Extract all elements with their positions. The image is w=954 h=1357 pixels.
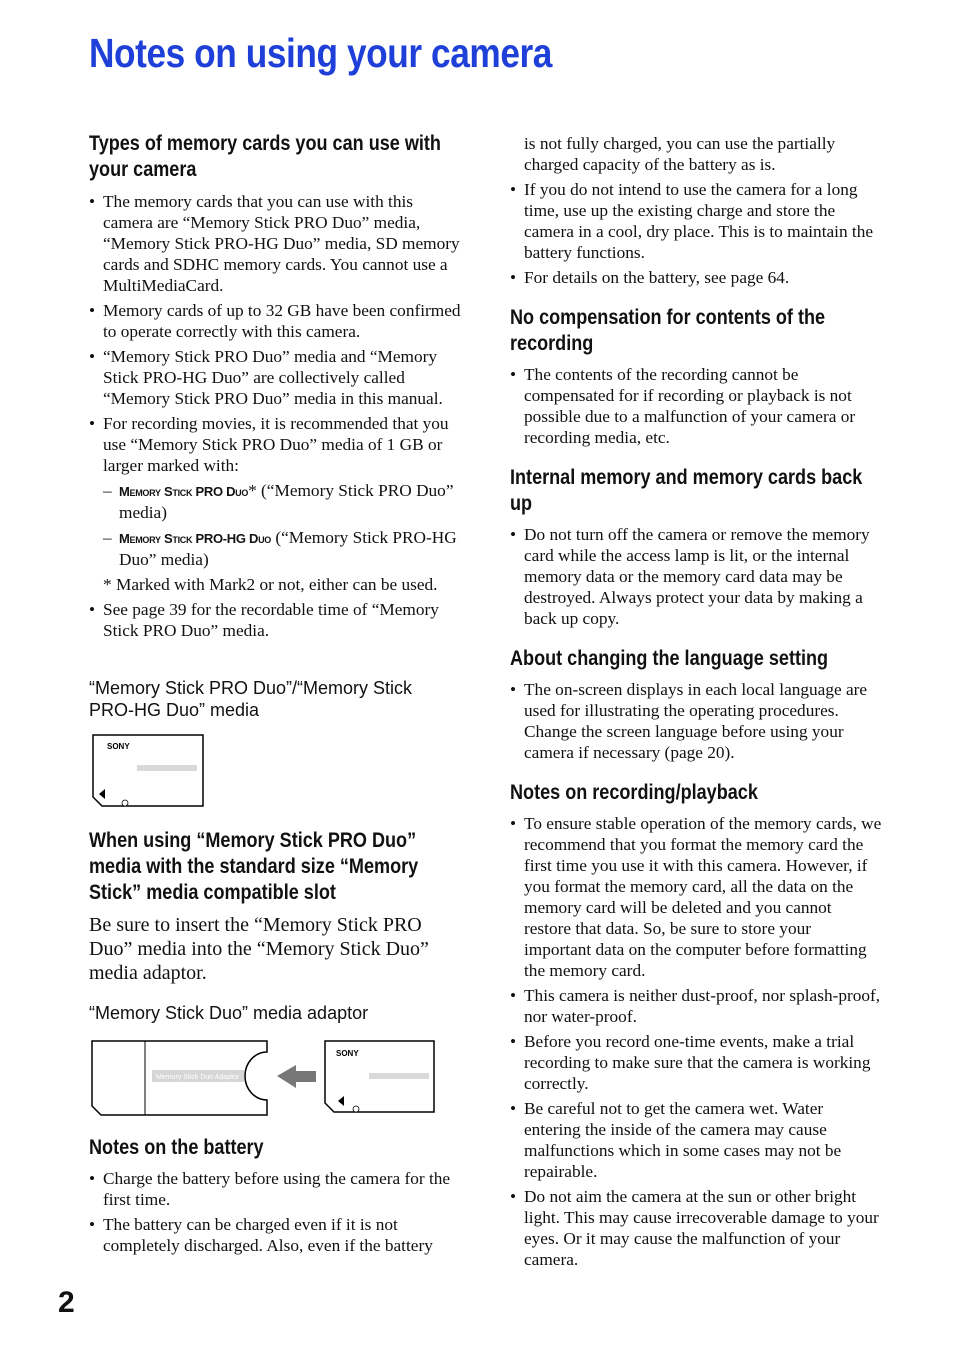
card-brand: SONY — [107, 742, 130, 751]
heading-no-compensation: No compensation for contents of the recording — [510, 306, 826, 355]
list-item: • For details on the battery, see page 64. — [510, 267, 882, 288]
heading-standard-slot: When using “Memory Stick PRO Duo” media with the standard size “Memory Stick” media compatible slot — [89, 829, 419, 904]
heading-backup: Internal memory and memory cards back up — [510, 466, 863, 515]
list-item: • “Memory Stick PRO Duo” media and “Memory Stick PRO-HG Duo” are collectively called “Memory Stick PRO Duo” media in this manual. — [89, 346, 461, 409]
slot-paragraph: Be sure to insert the “Memory Stick PRO Duo” media into the “Memory Stick Duo” media adaptor. — [89, 914, 429, 984]
list-item: • This camera is neither dust-proof, nor splash-proof, nor water-proof. — [510, 985, 882, 1027]
list-item: • Charge the battery before using the camera for the first time. — [89, 1168, 461, 1210]
card-caption: “Memory Stick PRO Duo”/“Memory Stick PRO-HG Duo” media — [89, 678, 413, 720]
footnote: * Marked with Mark2 or not, either can be used. — [103, 575, 438, 594]
heading-recording-playback: Notes on recording/playback — [510, 781, 758, 804]
heading-language: About changing the language setting — [510, 647, 829, 670]
list-item: • The memory cards that you can use with this camera are “Memory Stick PRO Duo” media, “Memory Stick PRO-HG Duo” media, SD memory cards and SDHC memory cards. You cannot use a MultiMediaCard. — [89, 191, 461, 296]
language-list — [510, 679, 882, 767]
heading-memory-card-types: Types of memory cards you can use with your camera — [89, 132, 441, 181]
list-item: • Memory cards of up to 32 GB have been confirmed to operate correctly with this camera. — [89, 300, 461, 342]
list-item: • If you do not intend to use the camera for a long time, use up the existing charge and store the camera in a cool, dry place. This is to maintain the battery functions. — [510, 179, 882, 263]
memory-stick-pro-hg-duo-logo: Memory Stick PRO-HG Duo — [119, 531, 271, 546]
heading-battery: Notes on the battery — [89, 1136, 264, 1159]
list-item: • The contents of the recording cannot be compensated for if recording or playback is not possible due to a malfunction of your camera or recording media, etc. — [510, 364, 882, 448]
battery-continued-list — [510, 179, 882, 292]
backup-list — [510, 524, 882, 633]
battery-continuation: is not fully charged, you can use the partially charged capacity of the battery as is. — [524, 134, 836, 174]
memory-stick-pro-duo-logo: Memory Stick PRO Duo — [119, 484, 249, 499]
list-item: • The on-screen displays in each local language are used for illustrating the operating procedures. Change the screen language before using your camera if necessary (page 20). — [510, 679, 882, 763]
sub-item-pro-duo: – Memory Stick PRO Duo* (“Memory Stick PRO Duo” media) — [103, 481, 454, 522]
list-item: • The battery can be charged even if it is not completely discharged. Also, even if the battery — [89, 1214, 461, 1256]
compensation-list — [510, 364, 882, 452]
adaptor-card-brand: SONY — [336, 1049, 359, 1058]
sub-item-pro-hg-duo: – Memory Stick PRO-HG Duo (“Memory Stick PRO-HG Duo” media) — [103, 528, 457, 569]
list-item: • To ensure stable operation of the memory cards, we recommend that you format the memory card the first time you use it with this camera. However, if you format the memory card, all the data on the memory card will be deleted and you cannot restore that data. So, be sure to store your important data on the computer before formatting the memory card. — [510, 813, 882, 981]
list-item: • See page 39 for the recordable time of “Memory Stick PRO Duo” media. — [89, 599, 461, 641]
adaptor-illustration — [89, 1038, 439, 1118]
memory-card-types-list — [89, 191, 461, 645]
list-item: • For recording movies, it is recommended that you use “Memory Stick PRO Duo” media of 1 GB or larger marked with: — [89, 413, 461, 476]
page-number: 2 — [58, 1286, 75, 1319]
list-item: • Before you record one-time events, make a trial recording to make sure that the camera is working correctly. — [510, 1031, 882, 1094]
list-item: • Do not turn off the camera or remove the memory card while the access lamp is lit, or the internal memory data or the memory card data may be destroyed. Always protect your data by making a back up copy. — [510, 524, 882, 629]
page-title: Notes on using your camera — [89, 30, 552, 76]
adaptor-label: Memory Stick Duo Adaptor — [156, 1074, 240, 1081]
memory-stick-card-illustration — [90, 734, 206, 808]
recording-list — [510, 813, 882, 1274]
battery-list — [89, 1168, 461, 1260]
list-item: • Be careful not to get the camera wet. Water entering the inside of the camera may cause malfunctions which in some cases may not be repairable. — [510, 1098, 882, 1182]
list-item: • Do not aim the camera at the sun or other bright light. This may cause irrecoverable damage to your eyes. Or it may cause the malfunction of your camera. — [510, 1186, 882, 1270]
adaptor-caption: “Memory Stick Duo” media adaptor — [89, 1003, 369, 1023]
